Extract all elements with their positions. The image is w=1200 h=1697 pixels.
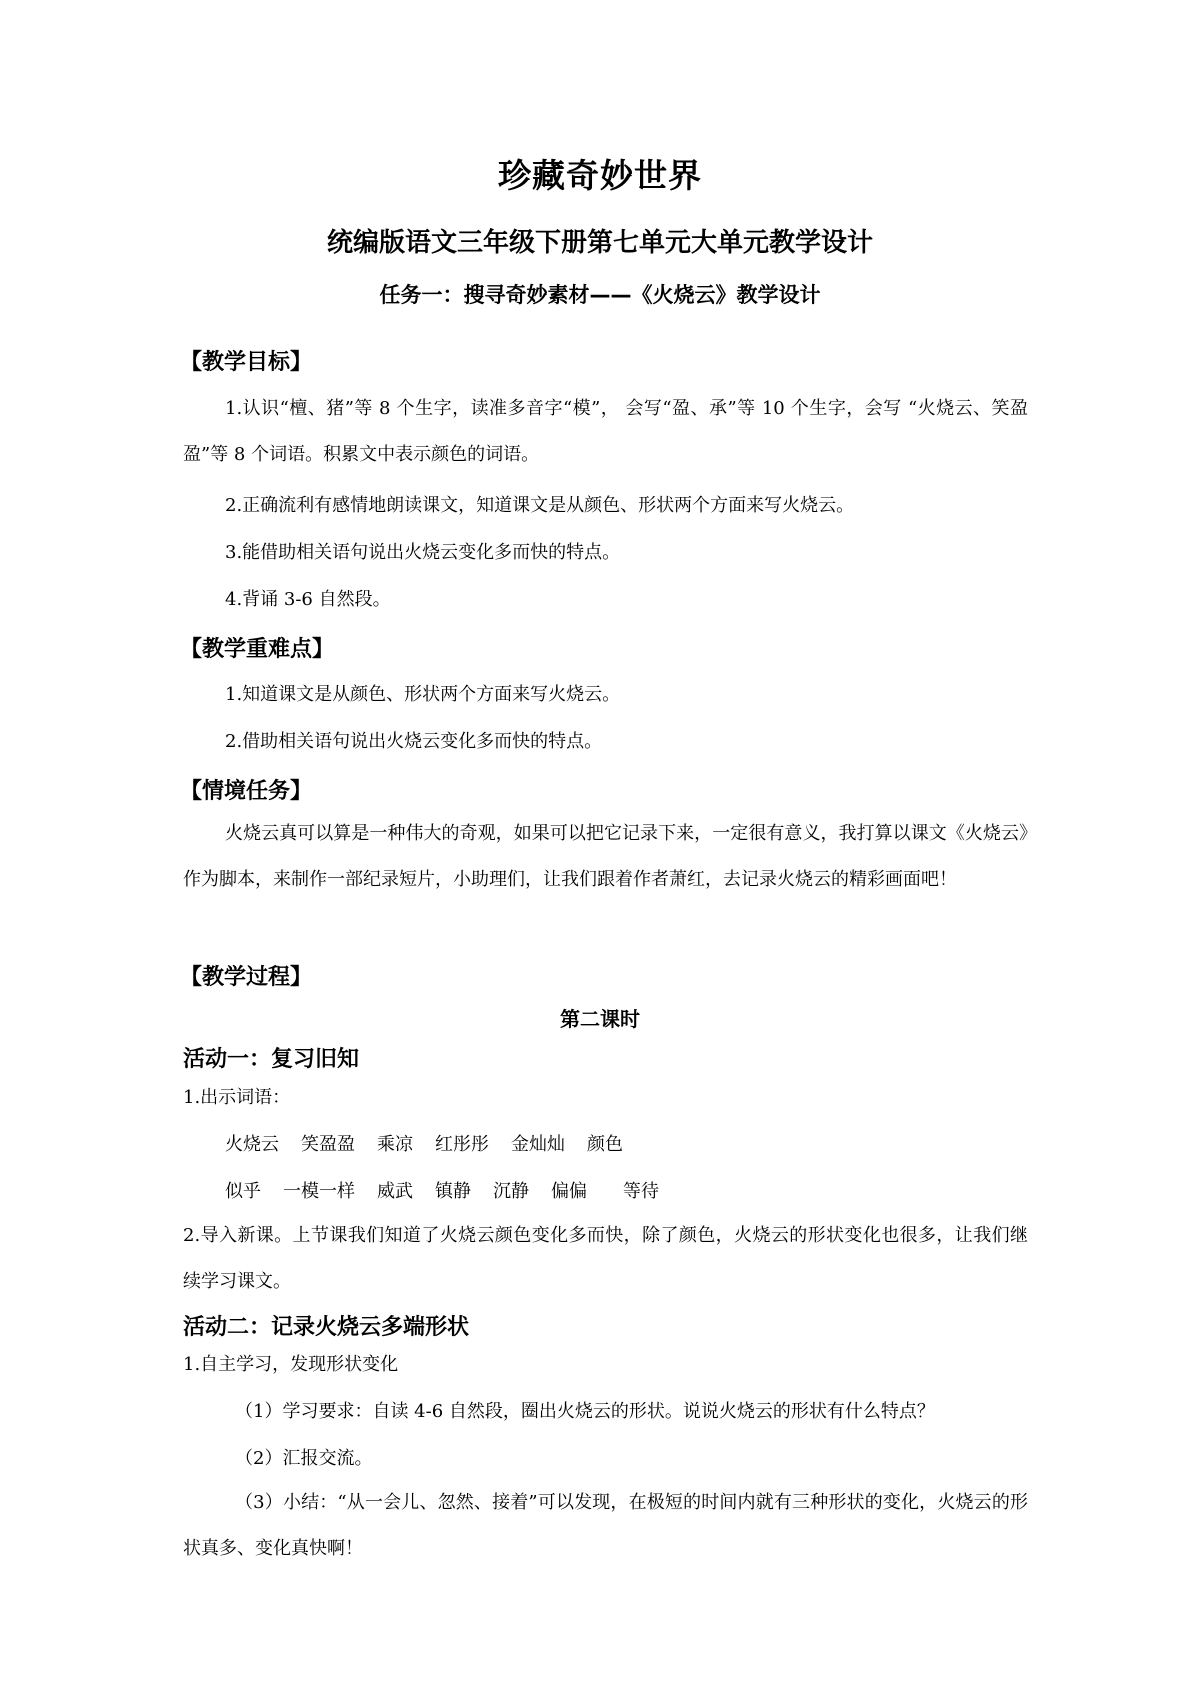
situation-heading: 【情境任务】 xyxy=(180,779,313,804)
activity-1-step-1: 1.出示词语： xyxy=(183,1087,291,1108)
word-row-1 xyxy=(225,1130,645,1156)
key-points-heading: 【教学重难点】 xyxy=(180,637,335,662)
word: 等待 xyxy=(623,1181,659,1202)
word: 乘凉 xyxy=(377,1134,413,1155)
situation-text: 火烧云真可以算是一种伟大的奇观，如果可以把它记录下来，一定很有意义，我打算以课文《火烧云》作为脚本，来制作一部纪录短片，小助理们，让我们跟着作者萧红，去记录火烧云的精彩画面吧！ xyxy=(183,823,1028,890)
word: 颜色 xyxy=(587,1134,623,1155)
goal-item-3: 3.能借助相关语句说出火烧云变化多而快的特点。 xyxy=(225,542,621,563)
word: 沉静 xyxy=(493,1181,529,1202)
word: 镇静 xyxy=(435,1181,471,1202)
key-point-1: 1.知道课文是从颜色、形状两个方面来写火烧云。 xyxy=(225,684,621,705)
activity-1-step-2: 2.导入新课。上节课我们知道了火烧云颜色变化多而快，除了颜色，火烧云的形状变化也很多，让我们继续学习课文。 xyxy=(183,1225,1028,1292)
goals-heading: 【教学目标】 xyxy=(180,350,313,375)
word: 笑盈盈 xyxy=(301,1134,355,1155)
word: 威武 xyxy=(377,1181,413,1202)
document-subtitle: 统编版语文三年级下册第七单元大单元教学设计 xyxy=(326,228,873,258)
document-title: 珍藏奇妙世界 xyxy=(498,156,702,195)
activity-2-sub-2: （2）汇报交流。 xyxy=(235,1448,373,1469)
activity-2-sub-3: （3）小结：“从一会儿、忽然、接着”可以发现，在极短的时间内就有三种形状的变化，火烧云的形状真多、变化真快啊！ xyxy=(183,1492,1028,1559)
activity-2-title: 活动二：记录火烧云多端形状 xyxy=(183,1315,470,1340)
word: 似乎 xyxy=(225,1181,261,1202)
activity-2-sub-1: （1）学习要求：自读 4-6 自然段，圈出火烧云的形状。说说火烧云的形状有什么特点？ xyxy=(235,1401,935,1422)
lesson-label: 第二课时 xyxy=(560,1007,640,1031)
word: 金灿灿 xyxy=(511,1134,565,1155)
goal-item-4: 4.背诵 3-6 自然段。 xyxy=(225,589,391,610)
activity-1-title: 活动一：复习旧知 xyxy=(183,1047,360,1072)
word-row-2 xyxy=(225,1177,681,1203)
goal-item-1: 1.认识“檀、猪”等 8 个生字，读准多音字“模”， 会写“盈、承”等 10 个生字，会写 “火烧云、笑盈盈”等 8 个词语。积累文中表示颜色的词语。 xyxy=(183,398,1028,465)
goal-item-2: 2.正确流利有感情地朗读课文，知道课文是从颜色、形状两个方面来写火烧云。 xyxy=(225,495,855,516)
activity-2-step-1: 1.自主学习，发现形状变化 xyxy=(183,1354,399,1375)
task-title: 任务一：搜寻奇妙素材——《火烧云》教学设计 xyxy=(379,283,821,307)
word: 火烧云 xyxy=(225,1134,279,1155)
key-point-2: 2.借助相关语句说出火烧云变化多而快的特点。 xyxy=(225,731,603,752)
process-heading: 【教学过程】 xyxy=(180,965,313,990)
word: 一模一样 xyxy=(283,1181,355,1202)
word: 偏偏 xyxy=(551,1181,587,1202)
word: 红彤彤 xyxy=(435,1134,489,1155)
